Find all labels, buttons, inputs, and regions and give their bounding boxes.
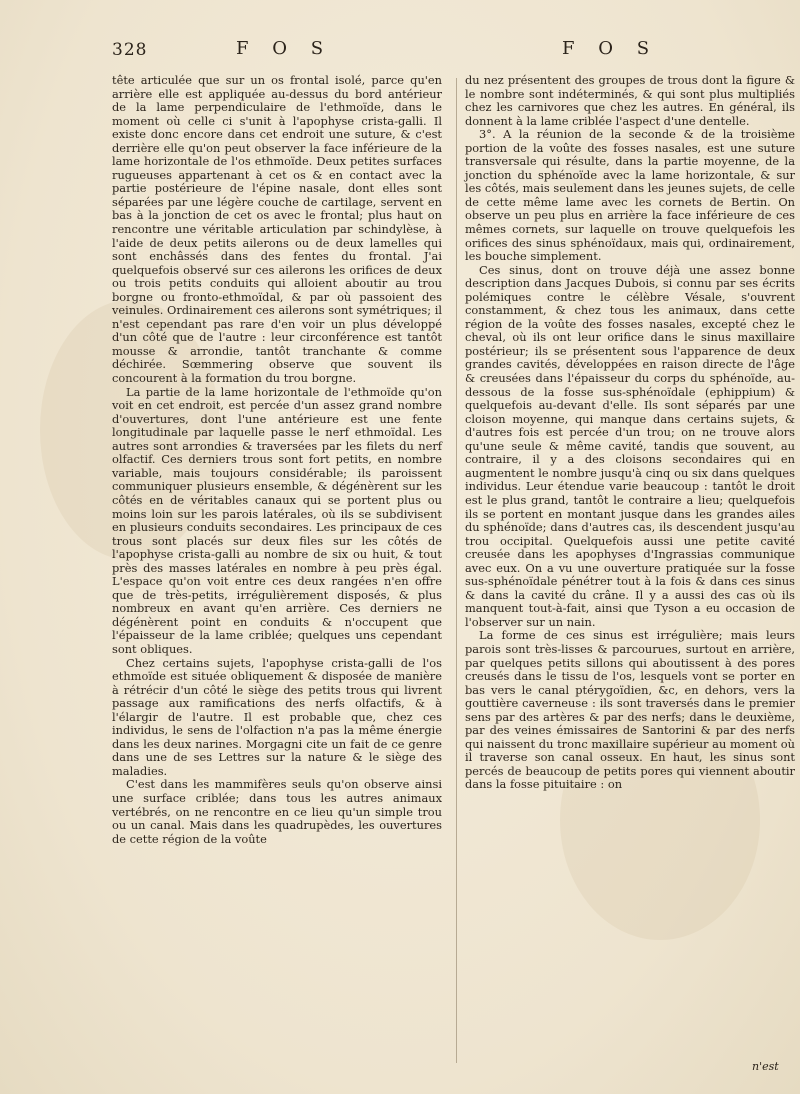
paragraph: La partie de la lame horizontale de l'ethmoïde qu'on voit en cet endroit, est percée d'un assez grand nombre d'ouvertures, dont l'une antérieure est une fente longitudinale par laquelle passe le nerf ethmoïdal. Les autres sont arrondies & traversées par les filets du nerf olfactif. Ces derniers trous sont fort petits, en nombre variable, mais toujours considérable; ils paroissent communiquer plusieurs ensemble, & dégénèrent sur les côtés en de véritables canaux qui se portent plus ou moins loin sur les parois latérales, où ils se subdivisent en plusieurs conduits secondaires. Les principaux de ces trous sont placés sur deux files sur les côtés de l'apophyse crista-galli au nombre de six ou huit, & tout près des masses latérales en nombre à peu près égal. L'espace qu'on voit entre ces deux rangées n'en offre que de très-petits, irrégulièrement disposés, & plus nombreux en avant qu'en arrière. Ces derniers ne dégénèrent point en conduits & n'occupent que l'épaisseur de la lame criblée; quelques uns cependant sont obliques. [112,384,442,656]
page-number: 328 [112,40,148,60]
running-title-right: F O S [562,38,659,59]
paragraph: Chez certains sujets, l'apophyse crista-galli de l'os ethmoïde est située obliquement & disposée de manière à rétrécir d'un côté le siège des petits trous qui livrent passage aux ramifications des nerfs olfactifs, & à l'élargir de l'autre. Il est probable que, chez ces individus, le sens de l'olfaction n'a pas la même énergie dans les deux narines. Morgagni cite un fait de ce genre dans une de ses Lettres sur la nature & le siège des maladies. [112,655,442,778]
catchword: n'est [752,1060,779,1073]
paragraph: 3°. A la réunion de la seconde & de la troisième portion de la voûte des fosses nasales, est une suture transversale qui résulte, dans la partie moyenne, de la jonction du sphénoïde avec la lame horizontale, & sur les côtés, mais seulement dans les jeunes sujets, de celle de cette même lame avec les cornets de Bertin. On observe un peu plus en arrière la face inférieure de ces mêmes cornets, sur laquelle on trouve quelquefois les orifices des sinus sphénoïdaux, mais qui, ordinairement, les bouche simplement. [465,127,795,264]
paragraph: tête articulée que sur un os frontal isolé, parce qu'en arrière elle est appliquée au-dessus du bord antérieur de la lame perpendiculaire de l'ethmoïde, dans le moment où celle ci s'unit à l'apophyse crista-galli. Il existe donc encore dans cet endroit une suture, & c'est derrière elle qu'on peut observer la face inférieure de la lame horizontale de l'os ethmoïde. Deux petites surfaces rugueuses appartenant à cet os & en contact avec la partie postérieure de l'épine nasale, dont elles sont séparées par une légère couche de cartilage, servent en bas à la jonction de cet os avec le frontal; plus haut on rencontre une véritable articulation par schindylèse, à l'aide de deux petits ailerons ou de deux lamelles qui sont enchâssés dans des fentes du frontal. J'ai quelquefois observé sur ces ailerons les orifices de deux ou trois petits conduits qui alloient aboutir au trou borgne ou fronto-ethmoïdal, & par où passoient des veinules. Ordinairement ces ailerons sont symétriques; il n'est cependant pas rare d'en voir un plus développé d'un côté que de l'autre : leur circonférence est tantôt mousse & arrondie, tantôt tranchante & comme déchirée. Sœmmering observe que souvent ils concourent à la formation du trou borgne. [112,73,442,386]
paragraph: du nez présentent des groupes de trous dont la figure & le nombre sont indéterminés, & qui sont plus multipliés chez les carnivores que chez les autres. En général, ils donnent à la lame criblée l'aspect d'une dentelle. [465,73,795,128]
paragraph: La forme de ces sinus est irrégulière; mais leurs parois sont très-lisses & parcourues, surtout en arrière, par quelques petits sillons qui aboutissent à des pores creusés dans le tissu de l'os, lesquels vont se porter en bas vers le canal ptérygoïdien, &c, en dehors, vers la gouttière caverneuse : ils sont traversés dans le premier sens par des artères & par des nerfs; dans le deuxième, par des veines émissaires de Santorini & par des nerfs qui naissent du tronc maxillaire supérieur au moment où il traverse son canal osseux. En haut, les sinus sont percés de beaucoup de petits pores qui viennent aboutir dans la fosse pituitaire : on [465,628,795,792]
running-title-left: F O S [236,38,333,59]
paragraph: C'est dans les mammifères seuls qu'on observe ainsi une surface criblée; dans tous les autres animaux vertébrés, on ne rencontre en ce lieu qu'un simple trou ou un canal. Mais dans les quadrupèdes, les ouvertures de cette région de la voûte [112,777,442,846]
left-column [112,74,442,846]
running-header [0,22,800,62]
right-column [465,74,795,792]
paragraph: Ces sinus, dont on trouve déjà une assez bonne description dans Jacques Dubois, si connu par ses écrits polémiques contre le célèbre Vésale, s'ouvrent constamment, & chez tous les animaux, dans cette région de la voûte des fosses nasales, excepté chez le cheval, où ils ont leur orifice dans le sinus maxillaire postérieur; ils se présentent sous l'apparence de deux grandes cavités, développées en raison directe de l'âge & creusées dans l'épaisseur du corps du sphénoïde, au-dessous de la fosse sus-sphénoïdale (ephippium) & quelquefois au-devant d'elle. Ils sont séparés par une cloison moyenne, qui manque dans certains sujets, & d'autres fois est percée d'un trou; on ne trouve alors qu'une seule & même cavité, tandis que souvent, au contraire, il y a des cloisons secondaires qui en augmentent le nombre jusqu'à cinq ou six dans quelques individus. Leur étendue varie beaucoup : tantôt le droit est le plus grand, tantôt le contraire a lieu; quelquefois ils se portent en montant jusque dans les grandes ailes du sphénoïde; dans d'autres cas, ils descendent jusqu'au trou occipital. Quelquefois aussi une petite cavité creusée dans les apophyses d'Ingrassias communique avec eux. On a vu une ouverture pratiquée sur la fosse sus-sphénoïdale pénétrer tout à la fois & dans ces sinus & dans la cavité du crâne. Il y a aussi des cas où ils manquent tout-à-fait, ainsi que Tyson a eu occasion de l'observer sur un nain. [465,262,795,629]
column-divider [456,78,457,1063]
